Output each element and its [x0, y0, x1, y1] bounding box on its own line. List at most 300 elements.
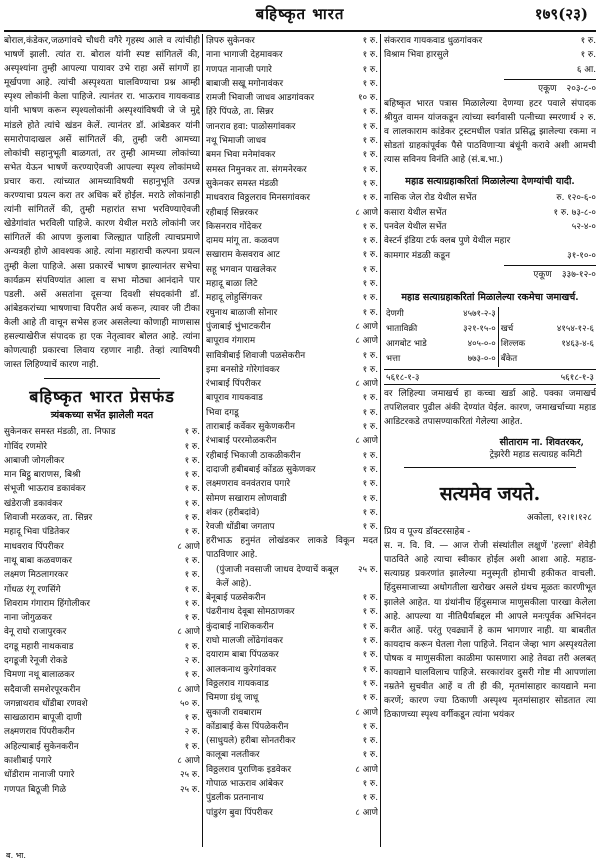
donor-row — [206, 406, 378, 420]
page-footer: ब. भा. — [6, 851, 26, 860]
accounts-row — [384, 322, 596, 337]
donor-row — [206, 663, 378, 677]
donor-row — [4, 597, 200, 611]
donor-name: कामगार मंडळी कडून — [384, 250, 450, 261]
donor-name: पुंजाबाई भुंभाटकरीन — [206, 321, 271, 332]
column-divider — [202, 34, 203, 847]
donor-name: काशीबाई पगारे — [4, 756, 52, 767]
donor-row — [384, 249, 596, 263]
donor-name: कसारा येथील सभेंत — [384, 207, 447, 218]
pledge-amount: २५ रु. — [357, 564, 378, 575]
donor-name: महादू लोहुसिंगकर — [206, 293, 263, 304]
total-label: एकूण — [538, 83, 557, 94]
donor-row — [4, 725, 200, 739]
donor-name: महादू बाळा लिटे — [206, 279, 258, 290]
donor-row — [206, 234, 378, 248]
donor-amount: १ रु. — [362, 36, 378, 46]
donor-amount: ५० रु. — [179, 698, 200, 709]
donor-row — [206, 77, 378, 91]
donor-name: पुंडलीक प्रतनानाथ — [206, 793, 264, 804]
page-number: १७९(२३) — [534, 5, 588, 23]
donor-name: पनवेल येथील सभेंत — [384, 221, 447, 232]
accounts-cell: खर्च — [498, 322, 538, 337]
accounts-cell: शिल्लक — [498, 337, 538, 352]
donor-name: माधवराव विठ्ठलराव मिनसगांवकर — [206, 193, 310, 204]
donor-row — [206, 449, 378, 463]
donor-amount: १ रु. — [362, 78, 378, 89]
accounts-cell — [539, 352, 596, 367]
donor-amount: १ रु. — [362, 393, 378, 404]
donor-row — [4, 454, 200, 468]
donor-amount: ८ आणे — [355, 379, 378, 390]
donor-name: रामजी भिवाजी जाधव आडगांवकर — [206, 93, 315, 104]
donor-name: कालूबा नलतीकर — [206, 750, 260, 761]
donor-amount: १ रु. — [362, 621, 378, 632]
donor-name: दयाराम बाबा पिंपळकर — [206, 650, 279, 661]
accounts-cell: ४०५-०-० — [467, 338, 496, 349]
donor-name: सुकेनकर समस्त मंडळी, ता. निफाड — [4, 427, 116, 438]
donor-name: गोविंद रणमोरे — [4, 441, 47, 452]
donor-amount: १ रु. — [362, 693, 378, 704]
column-two — [206, 34, 378, 849]
donor-amount: १ रु. — [362, 221, 378, 232]
donor-row — [206, 63, 378, 77]
donor-row — [206, 777, 378, 791]
total-value: २०३-८-० — [566, 83, 596, 94]
donor-amount — [522, 234, 596, 248]
donor-name: किसनराव गोंदेकर — [206, 221, 262, 232]
donor-row — [4, 583, 200, 597]
donor-amount: ८ आणे — [355, 807, 378, 818]
donor-name: संकरराव गायकवाड धुळगांवकर — [384, 36, 483, 46]
section-divider — [404, 467, 576, 468]
signatory-name: सीताराम ना. शिवतरकर, — [499, 437, 584, 449]
accounts-cell: भाताविक्री — [386, 323, 418, 334]
donor-amount: १ रु. — [362, 493, 378, 504]
donor-name: रेवजी धोंडीबा जगताप — [206, 522, 275, 533]
donor-amount: १ रु. — [184, 427, 200, 438]
accounts-cell: भत्ता — [386, 353, 401, 364]
donor-row — [206, 763, 378, 777]
donor-row — [4, 640, 200, 654]
donor-name: नासिक जेल रोड येथील सभेंत — [384, 193, 477, 204]
donor-amount: १ रु. — [362, 364, 378, 375]
letter-heading: सत्यमेव जयते. — [439, 483, 541, 506]
donor-row — [4, 482, 200, 496]
donor-name: रंभाबाई पररमोळकरीन — [206, 436, 277, 447]
donor-name: पांडुरंग बुवा पिंपरीकर — [206, 807, 273, 818]
donor-amount: १ रु. ७३-८-० — [553, 207, 596, 218]
donor-row — [206, 391, 378, 405]
donor-row — [206, 291, 378, 305]
masthead-title: बहिष्कृत भारत — [255, 5, 345, 23]
donor-name: धोंडीराम नानाजी पगारे — [4, 770, 75, 781]
donor-amount: १ रु. — [362, 250, 378, 261]
donor-amount: १ रु. — [362, 650, 378, 661]
donor-amount: १ रु. — [362, 450, 378, 461]
donor-name: गोंधळ रंगू रणसिंगे — [4, 584, 61, 595]
donor-row — [4, 568, 200, 582]
letter-body: स. न. वि. वि. — आज रोजी संस्थांतील लक्षुणें 'हल्ला' शेवेही पाठविते आहे त्याचा स्वीकार होईल अशी आशा आहे. महाड-सत्याग्रह प्रकरणांत झालेल्या मनुस्मृती होमाची हकीकत वाचली. हिंदुसमाजाच्या अधोगतीला खरोखर असले ग्रंथच मूळतः कारणीभूत झालेले आहेत. या ग्रंथांनीच हिंदुसमाज माणुसकीला पारखा केलेला आहे. आपल्या या नीतिधैर्याबद्दल मी आपले मनःपूर्वक अभिनंदन करीत आहें. परंतु एवढ्यानें हे काम भागणार नाही. या बाबतीत कायदाच करून घेतला गेला पाहिजे. निदान जेव्हा भाग अस्पृश्यतेला पोषक व माणुसकीला काळीमा फासणारा आहे तेवढा तरी अलबत् कायद्याने घालविलाच पाहिजे. सरकारांवर दुसरी गोष्ट मी आपणांला नम्रतेने सुचवीत आहें व ती ही की, मृतमांसाहार कायद्याने मना करणें; कारण ज्या ठिकाणी अस्पृश्य मृतमांसाहार सोडतात त्या ठिकाणच्या स्पृश्य वर्गीकडून त्यांना भयंकर — [384, 541, 596, 721]
accounts-cell — [498, 307, 538, 322]
donor-row — [206, 177, 378, 191]
donor-row — [206, 620, 378, 634]
donor-name: गणपत नानाजी पगारे — [206, 64, 272, 75]
donor-amount: १ रु. — [362, 522, 378, 533]
donor-amount: १ रु. — [184, 741, 200, 752]
donor-amount: १ रु. — [184, 513, 200, 524]
donor-name: माधवराव पिंपरीकर — [4, 541, 64, 552]
donor-name: दादाजी हबीबबाई कोंडळ सुकेणकर — [206, 464, 316, 475]
total-label: एकूण — [533, 269, 552, 280]
donor-amount: १ रु. — [362, 107, 378, 118]
donor-row — [206, 648, 378, 662]
donor-name: लक्ष्मण मिठलागरकर — [4, 570, 69, 581]
accounts-total-right: ५६१८-१-३ — [560, 372, 594, 383]
donor-amount: १ रु. — [184, 613, 200, 624]
donor-row — [206, 734, 378, 748]
donor-amount: १ रु. — [184, 641, 200, 652]
donor-row — [4, 468, 200, 482]
donor-row — [206, 677, 378, 691]
donation-list — [384, 191, 596, 262]
donor-row — [4, 654, 200, 668]
donor-name: संभूजी भाऊराव डकावंकर — [4, 484, 86, 495]
donor-name: ज्ञिपरु सुकेनकर — [206, 36, 255, 46]
donor-row — [384, 234, 596, 248]
donor-amount: ८ आणे — [177, 627, 200, 638]
donor-amount: ८ आणे — [355, 764, 378, 775]
donor-name: दगडू महारी नाथकवाड — [4, 641, 74, 652]
donor-name: नाथू बाबा कळवणकर — [4, 555, 73, 566]
donor-amount: १ रु. — [184, 713, 200, 724]
donor-row — [4, 740, 200, 754]
donor-row — [4, 768, 200, 782]
donor-amount: १ रु. — [184, 441, 200, 452]
donor-row — [206, 720, 378, 734]
donor-row — [206, 605, 378, 619]
accounts-cell: ४५७१-२-३ — [463, 308, 496, 319]
donor-amount: ८ आणे — [355, 436, 378, 447]
donor-name: दामय मांगू ता. कळवण — [206, 236, 279, 247]
donor-amount: १ रु. — [184, 470, 200, 481]
donor-name: राघो मालजी लोंढेगांवकर — [206, 636, 283, 647]
page-header — [4, 0, 596, 32]
donor-row — [206, 277, 378, 291]
donor-row — [4, 440, 200, 454]
meeting-report-text: बोराल,कंडेकर,जळगांवचे चौधरी वगैरे गृहस्थ आले व त्यांचीही भाषणें झाली. त्यांत रा. बोराल यांनी स्पष्ट सांगितलें की, अस्पृश्यांना तुम्ही आपल्या पायावर उभे राहा असें सांगणें हा मूर्खपणा आहे. त्यांची अस्पृश्यता घालविण्याचा प्रश्न आम्ही स्पृश्य लोकांनी केला पाहिजे. त्यानंतर रा. भाऊराव गायकवाड यांनी भाषण करून स्पृश्यलोकांनी अस्पृश्यांविषयी जे जे मुद्दे मांडले होते त्यांचे खंडन केलें. त्यानंतर डॉ. आंबेडकर यांनी समारोपादाखल असें सांगितलें की, तुम्ही जरी आमच्या लोकांची सहानुभूती बाळगतां, तर तुम्ही आमच्या लोकांच्या सभेत येऊन भाषणें करण्याऐवजी आपल्या स्पृश्य लोकांमध्ये प्रचार करा. त्यांच्यात आमच्याविषयी सहानुभूति उत्पन्न करण्याचा प्रयत्न करा तर अधिक बरें होईल. मराठे लोकांनाही त्यांनी सांगितलें की, तुम्ही महारांत सभा भरविण्याऐवजी खेडेगांवांत भरविली पाहिजे. कारण येथील मराठे लोकांनी जर सांगितलें की आपण कुलाबा जिल्ह्यात पाहिली त्याचप्रमाणे अन्यत्रही होणे आवश्यक आहे. त्यांना महाराची कल्पना प्रयत्न तुम्ही केला पाहिजे. असा प्रकारचें भाषण झाल्यानंतर सभेचा कार्यक्रम संपविण्यांत आला व सभा मोठ्या आनंदाने पार पडली. असें असतांना दूसऱ्या दिवशी संघदकांनी डॉ. आंबेडकरांच्या भाषणाचा विपरीत अर्थ करून, त्यावर जी टीका केली आहे ती वाचून सभेस हजर असलेल्या कोणाही माणसास हसल्याखेरीज संपादक हा एक नेतृत्वावर बोलत आहे. त्यांना कोणत्याही प्रकारचा लिवाय रहणार नाही. तेव्हां त्याविषयी जास्त लिहिण्याचें कारण नाही. — [4, 36, 200, 371]
accounts-table — [384, 307, 596, 367]
pledge-row — [206, 563, 378, 592]
donor-row — [206, 363, 378, 377]
donor-row — [206, 706, 378, 720]
donor-name: साखळाराम बापूजी दाणी — [4, 713, 82, 724]
accounts-cell — [539, 307, 596, 322]
donor-amount: १ रु. — [580, 50, 596, 61]
donor-note: हरीभाऊ हनुमंत लोखंडकर लाकडे विकून मदत पाठविणार आहे. — [206, 536, 378, 561]
donor-row — [4, 683, 200, 697]
donor-row — [384, 63, 596, 77]
donor-name: सदैवाजी समशेरपूरकरीन — [4, 684, 81, 695]
donor-name: गणपत बिठूजी गिळे — [4, 784, 67, 795]
donor-row — [206, 420, 378, 434]
pledge-name: (पुंजाजी नवसाजी जाधव देण्याचें कबूल केलें आहे). — [216, 564, 339, 589]
donor-name: जगन्नाथराव धोंडीबा रणवशे — [4, 698, 88, 709]
donor-amount: १ रु. — [362, 164, 378, 175]
accounts-cell: देणगी — [386, 308, 404, 319]
donor-amount: ५२-४-० — [571, 221, 596, 232]
donor-amount: १ रु. — [362, 779, 378, 790]
donor-name: नाना भागाजी देहमावकर — [206, 50, 283, 61]
donor-name: बापूराव गायकवाड — [206, 393, 263, 404]
donor-name: शिवराम गंगाराम हिंगोलीकर — [4, 598, 90, 609]
donor-amount: १ रु. — [362, 750, 378, 761]
donor-row — [4, 668, 200, 682]
donor-name: सखाराम केसवराव आट — [206, 250, 280, 261]
donor-amount: १ रु. — [362, 178, 378, 189]
donor-amount: १ रु. — [580, 36, 596, 46]
donor-name: विठ्ठलराव पुराणिक इडवेकर — [206, 764, 292, 775]
donor-amount: १ रु. — [362, 279, 378, 290]
donor-name: इमा बनसोडे गोरेगांवकर — [206, 364, 280, 375]
donor-name: कोंडाबाई केस पिंपळेकरीन — [206, 721, 289, 732]
letter-place-date: अकोला, १२।१।१२८ — [526, 513, 592, 524]
donor-row — [206, 206, 378, 220]
accounts-row — [384, 337, 596, 352]
donor-amount: १ रु. — [362, 350, 378, 361]
donor-row — [4, 540, 200, 554]
donor-row — [4, 511, 200, 525]
donor-name: बापूराव गंगाराम — [206, 336, 256, 347]
donor-row — [206, 263, 378, 277]
donor-amount: १ रु. — [184, 555, 200, 566]
donor-name: सुकेनकर समस्त मंडळी — [206, 178, 279, 189]
accounts-total-row — [384, 369, 596, 385]
donor-name: बमन भिवा मनेमांवकर — [206, 150, 276, 161]
donor-name: कुंदाबाई नाशिककरीन — [206, 621, 274, 632]
donor-amount: ८ आणे — [355, 707, 378, 718]
donor-name: रंभाबाई पिंपरीकर — [206, 379, 261, 390]
donor-list — [384, 34, 596, 77]
total-rule — [504, 79, 596, 80]
donor-row — [4, 525, 200, 539]
donor-amount: १ रु. — [184, 484, 200, 495]
donor-amount: १ रु. — [184, 598, 200, 609]
accounts-cell: ४१५४-१२-६ — [556, 323, 594, 334]
donor-name: रहीबाई सिन्नरकर — [206, 207, 259, 218]
donor-amount: १ रु. — [362, 293, 378, 304]
donor-amount: १ रु. — [362, 593, 378, 604]
donor-name: (साधुयले) हरीबा सोनतरीकर — [206, 736, 296, 747]
donor-amount: १ रु. — [362, 479, 378, 490]
signatory-title: ट्रेझरेरी महाड सत्याग्रह कमिटी — [489, 450, 582, 461]
donor-name: दगडूजी रेनूजी रोकडे — [4, 656, 68, 666]
donor-name: गोपाळ भाऊराव आंबेकर — [206, 779, 284, 790]
donor-row — [206, 306, 378, 320]
donor-amount: १ रु. — [362, 793, 378, 804]
donor-amount: १ रु. — [362, 121, 378, 132]
donor-name: शंकर (हरीबदांवे) — [206, 507, 260, 518]
donor-name: बेनूबाई पळसेकरीन — [206, 593, 266, 604]
donor-amount: ८ आणे — [355, 207, 378, 218]
accounts-total-left: ५६१८-१-३ — [386, 372, 420, 383]
accounts-cell: ७७३-०-० — [467, 353, 496, 364]
donor-name: रघुनाथ बाळाजी सोनार — [206, 307, 278, 318]
donor-row — [4, 497, 200, 511]
donor-name: बाबाजी सखू मगोनावंकर — [206, 78, 284, 89]
donor-row — [384, 191, 596, 205]
letter-greeting: प्रिय व पूज्य डॉक्टरसाहेब - — [384, 527, 471, 538]
donor-list — [206, 591, 378, 820]
donor-name: नथू भिमाजी जाधव — [206, 136, 267, 147]
donor-name: चिमणा ग्रंथू जाधू — [206, 693, 259, 704]
donor-row — [206, 220, 378, 234]
donor-amount: १ रु. — [362, 678, 378, 689]
donor-amount: १ रु. — [184, 570, 200, 581]
donor-amount: १ रु. — [362, 636, 378, 647]
donor-row — [206, 349, 378, 363]
donor-row — [206, 506, 378, 520]
donor-name: महादू भिवा पंडितेकर — [4, 527, 70, 538]
donor-row — [206, 806, 378, 820]
accounts-heading: महाड सत्याग्रहाकरितां मिळालेल्या रकमेचा जमाखर्च. — [401, 291, 579, 303]
donor-amount: ६ आ. — [576, 64, 596, 75]
donor-amount: १ रु. — [184, 455, 200, 466]
donor-row — [384, 220, 596, 234]
donation-total — [384, 268, 596, 283]
column-three — [384, 34, 596, 849]
donor-amount: १ रु. — [362, 307, 378, 318]
donor-row — [206, 477, 378, 491]
donor-amount: ८ आणे — [355, 336, 378, 347]
donor-name: पंढरीनाथ देवूबा सोमठाणकर — [206, 607, 295, 618]
donor-name: सावित्रीबाई शिवाजी पळसेकरीन — [206, 350, 306, 361]
donor-amount: १ रु. — [362, 150, 378, 161]
accounts-cell: १४६३-४-६ — [561, 338, 594, 349]
donor-name: विठ्ठलराव गायकवाड — [206, 678, 269, 689]
donor-row — [206, 463, 378, 477]
donor-row — [206, 34, 378, 48]
donor-name: विश्राम भिवा हारसुले — [384, 50, 449, 61]
donor-row — [206, 748, 378, 762]
donor-row — [206, 105, 378, 119]
donor-amount: ८ आणे — [177, 684, 200, 695]
donor-amount: २५ रु. — [179, 770, 200, 781]
donor-row — [4, 554, 200, 568]
press-fund-subheading: त्र्यंबकच्या सभेंत झालेली मदत — [50, 410, 154, 422]
column-divider — [380, 34, 381, 847]
donor-row — [4, 754, 200, 768]
donor-name: नाना जोगुळकर — [4, 613, 52, 624]
donor-name: हिंरे पिंपळे, ता. सिन्नर — [206, 107, 274, 118]
donor-row — [384, 48, 596, 62]
accounts-cell: बँकेत — [498, 352, 538, 367]
total-rule — [504, 265, 596, 266]
donor-amount: २ रु. — [184, 656, 200, 666]
donor-name: चिमणा नथू बालाळकर — [4, 670, 75, 681]
donor-row — [206, 791, 378, 805]
donor-name — [384, 63, 560, 77]
donation-list-heading: महाड सत्याग्रहाकरितां मिळालेल्या देणग्यांची यादी. — [405, 176, 575, 188]
accounts-cell: ३२१-१५-० — [463, 323, 496, 334]
donor-name: समस्त निमुनकर ता. संगमनेरकर — [206, 164, 307, 175]
total-value: ३३७-१२-० — [561, 269, 596, 280]
donor-name: मान बिट्ठु बाराणस, बिश्री — [4, 470, 81, 481]
donor-row — [4, 425, 200, 439]
donor-name: ताराबाई कर्वेकर सुकेणकरीन — [206, 422, 295, 433]
donor-amount: १ रु. — [362, 407, 378, 418]
donor-row — [206, 492, 378, 506]
donor-amount: १ रु. — [362, 136, 378, 147]
accounts-cell: आगबोट भाडे — [386, 338, 427, 349]
column-one — [4, 34, 200, 849]
donor-name: जानराव हवा: पाळोसगांवकर — [206, 121, 296, 132]
donor-row — [206, 248, 378, 262]
donor-amount: रु. १२०-६-० — [556, 193, 596, 204]
donor-amount: १ रु. — [362, 50, 378, 61]
donor-row — [206, 91, 378, 105]
donor-row — [206, 377, 378, 391]
donor-amount: १ रु. — [362, 607, 378, 618]
donor-amount: १ रु. — [362, 664, 378, 675]
donor-row — [206, 520, 378, 534]
donor-name: सोमण सखाराम लोणवाडी — [206, 493, 287, 504]
donor-row — [4, 711, 200, 725]
donor-row — [206, 691, 378, 705]
donor-name: अहिल्याबाई सुकेनकरीन — [4, 741, 79, 752]
donor-amount: १० रु. — [357, 93, 378, 104]
donor-row — [206, 434, 378, 448]
donor-name: लक्ष्मणराव पिंपरीकरीन — [4, 727, 75, 738]
donor-row — [4, 697, 200, 711]
donor-row — [206, 320, 378, 334]
donor-name: आलकनाथ कुरेगांवकर — [206, 664, 277, 675]
donor-row — [4, 625, 200, 639]
accounts-row — [384, 307, 596, 322]
donor-name: आबाजी जोगलीकर — [4, 455, 65, 466]
donor-row — [384, 34, 596, 48]
donor-list — [4, 425, 200, 797]
donor-amount: १ रु. — [184, 498, 200, 509]
section-divider — [44, 378, 160, 379]
donor-row — [4, 783, 200, 797]
donor-amount: १ रु. — [362, 236, 378, 247]
press-fund-heading: बहिष्कृत भारत प्रेसफंड — [29, 387, 175, 407]
donor-amount: १ रु. — [362, 464, 378, 475]
donor-row — [206, 163, 378, 177]
donor-list — [206, 34, 378, 534]
donor-row — [206, 191, 378, 205]
donor-amount: १ रु. — [184, 670, 200, 681]
editor-note: बहिष्कृत भारत पत्रास मिळालेल्या देणग्या हटर पवाले संपादक श्रीयुत वामन यांजकडून त्यांच्या स्वर्गवासी पत्नीच्या स्मरणार्थ २ रु. व लालकाराम कांडेकर ट्रस्टमधील पत्रांत प्रसिद्ध झालेल्या रकमा न सोडतां ग्राहकांपूर्वक पैसे पाठविणाऱ्या बंधूंनी करावे अशी आमची त्यास सविनय विनंति आहे (सं.ब.भा.) — [384, 98, 596, 166]
donor-row — [206, 148, 378, 162]
donor-row — [206, 48, 378, 62]
accounts-row — [384, 352, 596, 367]
donor-row — [206, 334, 378, 348]
donor-name: रहीबाई भिकाजी ठाकळीकरीन — [206, 450, 301, 461]
donor-row — [206, 134, 378, 148]
donor-amount: १ रु. — [362, 736, 378, 747]
donor-row — [206, 634, 378, 648]
donor-row — [384, 206, 596, 220]
donor-amount: ८ आणे — [177, 756, 200, 767]
donor-amount: १ रु. — [362, 721, 378, 732]
donor-amount: १ रु. — [184, 527, 200, 538]
donor-name: वेस्टर्न इंडिया टर्फ क्लब पुणे येथील महार — [384, 236, 511, 247]
donor-row — [206, 120, 378, 134]
donor-amount: ३१-१०-० — [567, 250, 596, 261]
donor-name: सुकाजी रावबाराम — [206, 707, 262, 718]
